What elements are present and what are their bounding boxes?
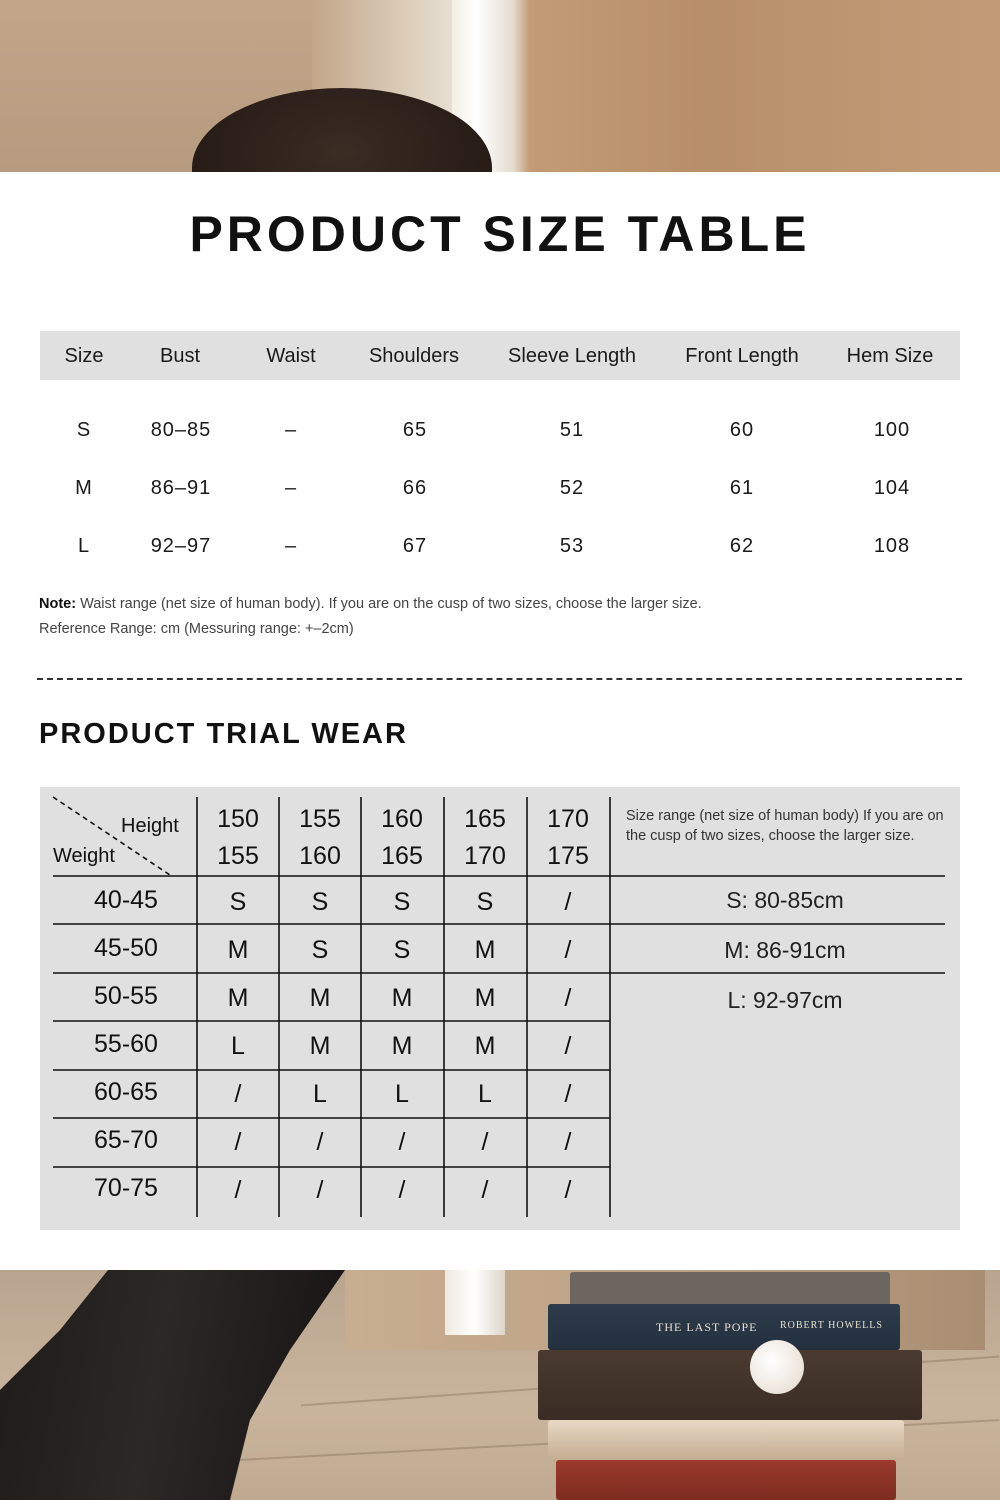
size-cell: L [313,1080,327,1108]
range-s: S: 80-85cm [726,887,844,913]
size-cell: / [564,888,572,916]
header-shoulders: Shoulders [368,345,460,367]
bottom-photo [0,1270,1000,1500]
range-l: L: 92-97cm [727,987,843,1013]
height-max: 160 [299,842,341,870]
size-cell: / [481,1128,489,1156]
book-author: ROBERT HOWELLS [780,1320,883,1331]
height-min: 170 [547,805,589,833]
height-min: 155 [299,805,341,833]
weight-range: 60-65 [94,1078,158,1106]
row-front-length: 62 [729,535,755,557]
book [548,1304,900,1350]
weight-range: 70-75 [94,1174,158,1202]
range-m: M: 86-91cm [724,937,846,963]
row-shoulders: 67 [402,535,428,557]
size-cell: / [316,1176,324,1204]
size-note [39,596,702,612]
size-cell: / [234,1176,242,1204]
row-bust: 92–97 [150,535,212,557]
header-waist: Waist [266,345,316,367]
height-max: 170 [464,842,506,870]
row-sleeve-length: 53 [559,535,585,557]
row-front-length: 60 [729,419,755,441]
size-cell: / [234,1128,242,1156]
door-molding [445,1270,505,1335]
height-range [547,801,589,875]
book [548,1420,904,1460]
size-cell: / [398,1128,406,1156]
height-range [464,801,506,875]
row-sleeve-length: 51 [559,419,585,441]
row-hem-size: 100 [873,419,911,441]
row-bust: 80–85 [150,419,212,441]
row-waist: – [284,477,298,499]
weight-range: 65-70 [94,1126,158,1154]
size-cell: / [398,1176,406,1204]
size-cell: M [474,984,496,1012]
row-front-length: 61 [729,477,755,499]
size-cell: / [234,1080,242,1108]
book [556,1460,896,1500]
book-title: THE LAST POPE [656,1320,758,1334]
size-cell: / [564,936,572,964]
row-sleeve-length: 52 [559,477,585,499]
size-table-header [40,331,960,380]
height-range [381,801,423,875]
size-cell: M [391,984,413,1012]
header-sleeve-length: Sleeve Length [508,345,636,367]
size-range-note: Size range (net size of human body) If you are on the cusp of two sizes, choose the larger size. [626,808,944,844]
page-title: PRODUCT SIZE TABLE [189,206,811,262]
header-hem-size: Hem Size [846,345,934,367]
size-cell: / [564,984,572,1012]
height-range [217,801,259,875]
size-cell: S [311,936,329,964]
size-cell: M [474,936,496,964]
row-bust: 86–91 [150,477,212,499]
weight-label: Weight [53,845,115,867]
size-cell: / [564,1080,572,1108]
top-photo [0,0,1000,172]
height-min: 165 [464,805,506,833]
table-row [40,477,960,507]
leather-boot [0,1270,345,1500]
size-cell: / [564,1176,572,1204]
row-hem-size: 104 [873,477,911,499]
row-waist: – [284,419,298,441]
book [570,1272,890,1308]
height-range [299,801,341,875]
size-cell: M [309,1032,331,1060]
weight-range: 55-60 [94,1030,158,1058]
pompom [750,1340,804,1394]
size-cell: / [564,1032,572,1060]
row-shoulders: 65 [402,419,428,441]
size-cell: L [478,1080,492,1108]
row-waist: – [284,535,298,557]
size-cell: L [231,1032,245,1060]
size-cell: S [393,888,411,916]
header-bust: Bust [159,345,201,367]
weight-range: 50-55 [94,982,158,1010]
weight-range: 45-50 [94,934,158,962]
height-max: 175 [547,842,589,870]
size-cell: S [229,888,247,916]
size-cell: / [481,1176,489,1204]
height-max: 155 [217,842,259,870]
size-cell: S [476,888,494,916]
header-front-length: Front Length [685,345,799,367]
trial-wear-table [40,787,960,1230]
size-cell: S [393,936,411,964]
reference-range-note: Reference Range: cm (Messuring range: +–2cm) [39,621,354,637]
weight-range: 40-45 [94,886,158,914]
size-cell: S [311,888,329,916]
size-cell: M [227,936,249,964]
note-label: Note: [39,596,77,612]
size-cell: M [474,1032,496,1060]
header-size: Size [64,345,104,367]
height-max: 165 [381,842,423,870]
row-shoulders: 66 [402,477,428,499]
size-cell: M [227,984,249,1012]
size-cell: / [316,1128,324,1156]
row-size: L [77,535,91,557]
book [538,1350,922,1420]
size-cell: M [391,1032,413,1060]
note-text: Waist range (net size of human body). If you are on the cusp of two sizes, choose the larger size. [76,596,702,612]
table-row [40,419,960,449]
height-min: 160 [381,805,423,833]
size-cell: M [309,984,331,1012]
size-cell: L [395,1080,409,1108]
table-row [40,535,960,565]
row-size: S [76,419,92,441]
section-divider [37,678,962,680]
height-label: Height [121,815,179,837]
row-hem-size: 108 [873,535,911,557]
height-min: 150 [217,805,259,833]
trial-wear-title: PRODUCT TRIAL WEAR [39,718,408,750]
row-size: M [75,477,93,499]
size-cell: / [564,1128,572,1156]
